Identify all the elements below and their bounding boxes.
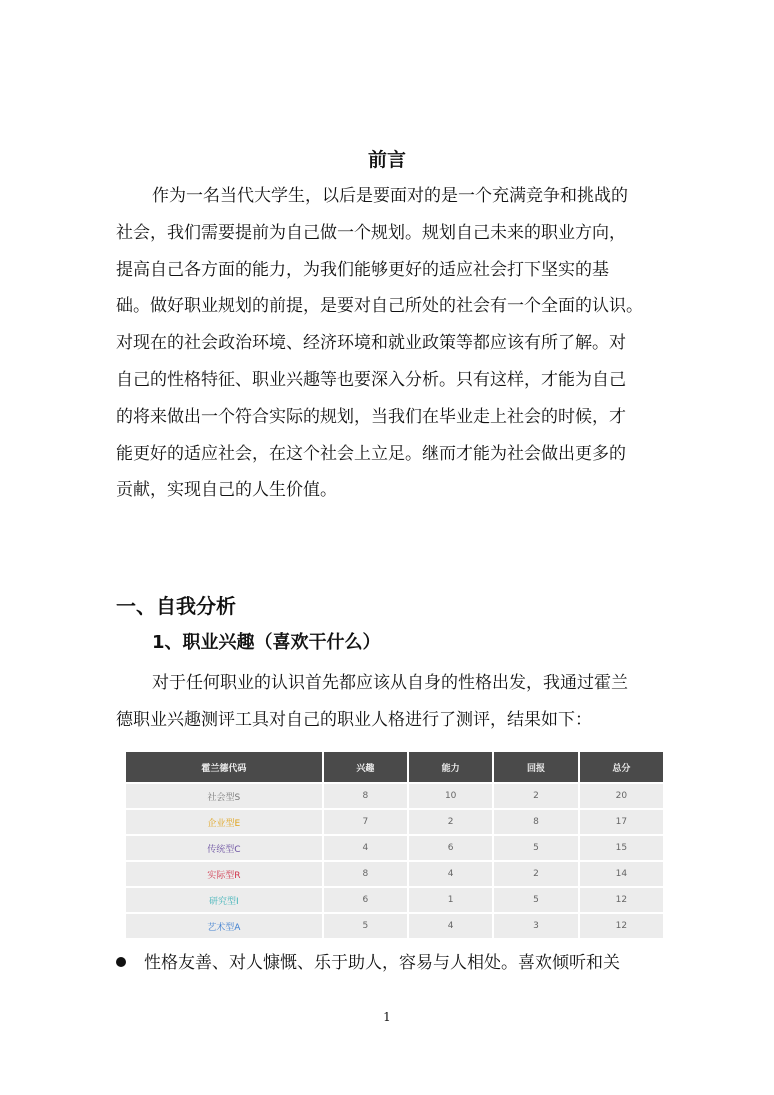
cell-ability: 4 <box>409 862 492 886</box>
cell-ability: 1 <box>409 888 492 912</box>
intro-line: 的将来做出一个符合实际的规划，当我们在毕业走上社会的时候，才 <box>116 406 626 427</box>
cell-reward: 2 <box>494 784 577 808</box>
header-reward: 回报 <box>494 752 577 782</box>
header-total: 总分 <box>580 752 663 782</box>
cell-interest: 8 <box>324 784 407 808</box>
cell-reward: 5 <box>494 888 577 912</box>
bullet-text: 性格友善、对人慷慨、乐于助人，容易与人相处。喜欢倾听和关 <box>144 953 620 973</box>
header-interest: 兴趣 <box>324 752 407 782</box>
table-header-row <box>126 752 663 782</box>
intro-line: 自己的性格特征、职业兴趣等也要深入分析。只有这样，才能为自己 <box>116 369 626 390</box>
page-title: 前言 <box>367 149 406 171</box>
cell-ability: 2 <box>409 810 492 834</box>
cell-total: 12 <box>580 888 663 912</box>
holland-code-table <box>124 750 665 940</box>
cell-reward: 3 <box>494 914 577 938</box>
cell-type: 实际型R <box>126 862 322 886</box>
table-row <box>126 888 663 912</box>
intro-paragraph <box>116 178 661 509</box>
cell-total: 15 <box>580 836 663 860</box>
cell-interest: 5 <box>324 914 407 938</box>
cell-type: 艺术型A <box>126 914 322 938</box>
table-row <box>126 862 663 886</box>
cell-interest: 7 <box>324 810 407 834</box>
subsection-line: 对于任何职业的认识首先都应该从自身的性格出发，我通过霍兰 <box>152 673 628 693</box>
table-row <box>126 914 663 938</box>
cell-ability: 10 <box>409 784 492 808</box>
cell-interest: 6 <box>324 888 407 912</box>
cell-type: 企业型E <box>126 810 322 834</box>
page-number: 1 <box>383 1010 391 1024</box>
table-row <box>126 836 663 860</box>
section-heading: 一、自我分析 <box>116 594 236 618</box>
cell-type: 研究型I <box>126 888 322 912</box>
cell-total: 12 <box>580 914 663 938</box>
subsection-heading: 1、职业兴趣（喜欢干什么） <box>152 632 381 653</box>
cell-reward: 5 <box>494 836 577 860</box>
intro-line: 础。做好职业规划的前提，是要对自己所处的社会有一个全面的认识。 <box>116 296 643 317</box>
cell-interest: 8 <box>324 862 407 886</box>
intro-line: 提高自己各方面的能力，为我们能够更好的适应社会打下坚实的基 <box>116 259 609 280</box>
cell-ability: 6 <box>409 836 492 860</box>
cell-reward: 2 <box>494 862 577 886</box>
subsection-line: 德职业兴趣测评工具对自己的职业人格进行了测评，结果如下： <box>116 710 592 730</box>
cell-ability: 4 <box>409 914 492 938</box>
cell-type: 传统型C <box>126 836 322 860</box>
intro-line: 作为一名当代大学生，以后是要面对的是一个充满竞争和挑战的 <box>152 186 628 206</box>
table-row <box>126 784 663 808</box>
intro-line: 贡献，实现自己的人生价值。 <box>116 480 337 501</box>
intro-line: 能更好的适应社会，在这个社会上立足。继而才能为社会做出更多的 <box>116 443 626 464</box>
cell-interest: 4 <box>324 836 407 860</box>
intro-line: 对现在的社会政治环境、经济环境和就业政策等都应该有所了解。对 <box>116 333 626 354</box>
bullet-item <box>116 948 620 973</box>
cell-reward: 8 <box>494 810 577 834</box>
bullet-icon <box>116 957 126 967</box>
table-row <box>126 810 663 834</box>
header-ability: 能力 <box>409 752 492 782</box>
subsection-paragraph <box>116 665 661 739</box>
cell-total: 20 <box>580 784 663 808</box>
intro-line: 社会，我们需要提前为自己做一个规划。规划自己未来的职业方向， <box>116 222 626 243</box>
header-holland-code: 霍兰德代码 <box>126 752 322 782</box>
cell-total: 14 <box>580 862 663 886</box>
cell-type: 社会型S <box>126 784 322 808</box>
cell-total: 17 <box>580 810 663 834</box>
